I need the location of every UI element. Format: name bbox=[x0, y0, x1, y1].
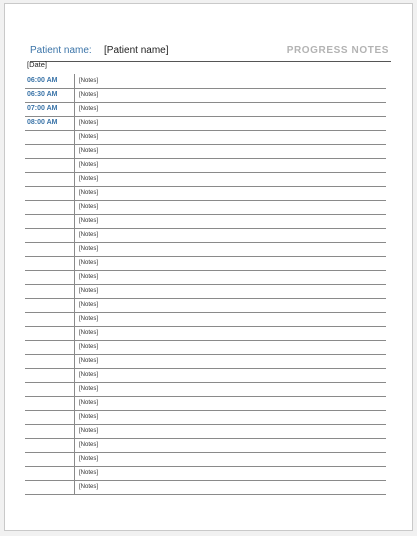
notes-cell[interactable]: [Notes] bbox=[79, 414, 99, 420]
notes-cell[interactable]: [Notes] bbox=[79, 288, 99, 294]
notes-cell[interactable]: [Notes] bbox=[79, 78, 99, 84]
notes-table bbox=[25, 75, 386, 495]
date-field[interactable]: [Date] bbox=[27, 60, 48, 69]
notes-cell[interactable]: [Notes] bbox=[79, 330, 99, 336]
time-cell[interactable]: 06:30 AM bbox=[27, 91, 58, 98]
patient-name-label: Patient name: bbox=[30, 45, 92, 56]
notes-cell[interactable]: [Notes] bbox=[79, 176, 99, 182]
notes-cell[interactable]: [Notes] bbox=[79, 372, 99, 378]
notes-cell[interactable]: [Notes] bbox=[79, 428, 99, 434]
table-row bbox=[25, 397, 386, 411]
notes-cell[interactable]: [Notes] bbox=[79, 120, 99, 126]
notes-cell[interactable]: [Notes] bbox=[79, 400, 99, 406]
table-row bbox=[25, 75, 386, 89]
patient-name-field[interactable]: [Patient name] bbox=[104, 45, 169, 56]
notes-cell[interactable]: [Notes] bbox=[79, 148, 99, 154]
table-row bbox=[25, 481, 386, 495]
notes-cell[interactable]: [Notes] bbox=[79, 92, 99, 98]
table-row bbox=[25, 383, 386, 397]
document-header bbox=[30, 45, 391, 62]
table-row bbox=[25, 103, 386, 117]
table-row bbox=[25, 229, 386, 243]
notes-cell[interactable]: [Notes] bbox=[79, 316, 99, 322]
table-row bbox=[25, 369, 386, 383]
table-row bbox=[25, 173, 386, 187]
table-row bbox=[25, 439, 386, 453]
notes-cell[interactable]: [Notes] bbox=[79, 470, 99, 476]
notes-cell[interactable]: [Notes] bbox=[79, 190, 99, 196]
notes-cell[interactable]: [Notes] bbox=[79, 260, 99, 266]
table-row bbox=[25, 201, 386, 215]
document-title: PROGRESS NOTES bbox=[286, 45, 389, 56]
notes-cell[interactable]: [Notes] bbox=[79, 386, 99, 392]
time-cell[interactable]: 06:00 AM bbox=[27, 77, 58, 84]
notes-cell[interactable]: [Notes] bbox=[79, 204, 99, 210]
time-cell[interactable]: 08:00 AM bbox=[27, 119, 58, 126]
table-row bbox=[25, 327, 386, 341]
table-row bbox=[25, 341, 386, 355]
notes-cell[interactable]: [Notes] bbox=[79, 302, 99, 308]
table-row bbox=[25, 89, 386, 103]
table-row bbox=[25, 313, 386, 327]
table-row bbox=[25, 467, 386, 481]
notes-cell[interactable]: [Notes] bbox=[79, 442, 99, 448]
table-row bbox=[25, 299, 386, 313]
table-row bbox=[25, 257, 386, 271]
notes-cell[interactable]: [Notes] bbox=[79, 344, 99, 350]
table-row bbox=[25, 117, 386, 131]
table-row bbox=[25, 271, 386, 285]
notes-cell[interactable]: [Notes] bbox=[79, 358, 99, 364]
table-row bbox=[25, 425, 386, 439]
notes-cell[interactable]: [Notes] bbox=[79, 484, 99, 490]
notes-cell[interactable]: [Notes] bbox=[79, 456, 99, 462]
table-row bbox=[25, 411, 386, 425]
table-row bbox=[25, 187, 386, 201]
notes-cell[interactable]: [Notes] bbox=[79, 232, 99, 238]
table-row bbox=[25, 145, 386, 159]
notes-cell[interactable]: [Notes] bbox=[79, 134, 99, 140]
notes-cell[interactable]: [Notes] bbox=[79, 162, 99, 168]
table-row bbox=[25, 453, 386, 467]
table-row bbox=[25, 355, 386, 369]
table-row bbox=[25, 215, 386, 229]
notes-cell[interactable]: [Notes] bbox=[79, 274, 99, 280]
notes-cell[interactable]: [Notes] bbox=[79, 106, 99, 112]
table-row bbox=[25, 243, 386, 257]
notes-cell[interactable]: [Notes] bbox=[79, 246, 99, 252]
time-cell[interactable]: 07:00 AM bbox=[27, 105, 58, 112]
notes-cell[interactable]: [Notes] bbox=[79, 218, 99, 224]
table-row bbox=[25, 285, 386, 299]
table-row bbox=[25, 131, 386, 145]
table-row bbox=[25, 159, 386, 173]
